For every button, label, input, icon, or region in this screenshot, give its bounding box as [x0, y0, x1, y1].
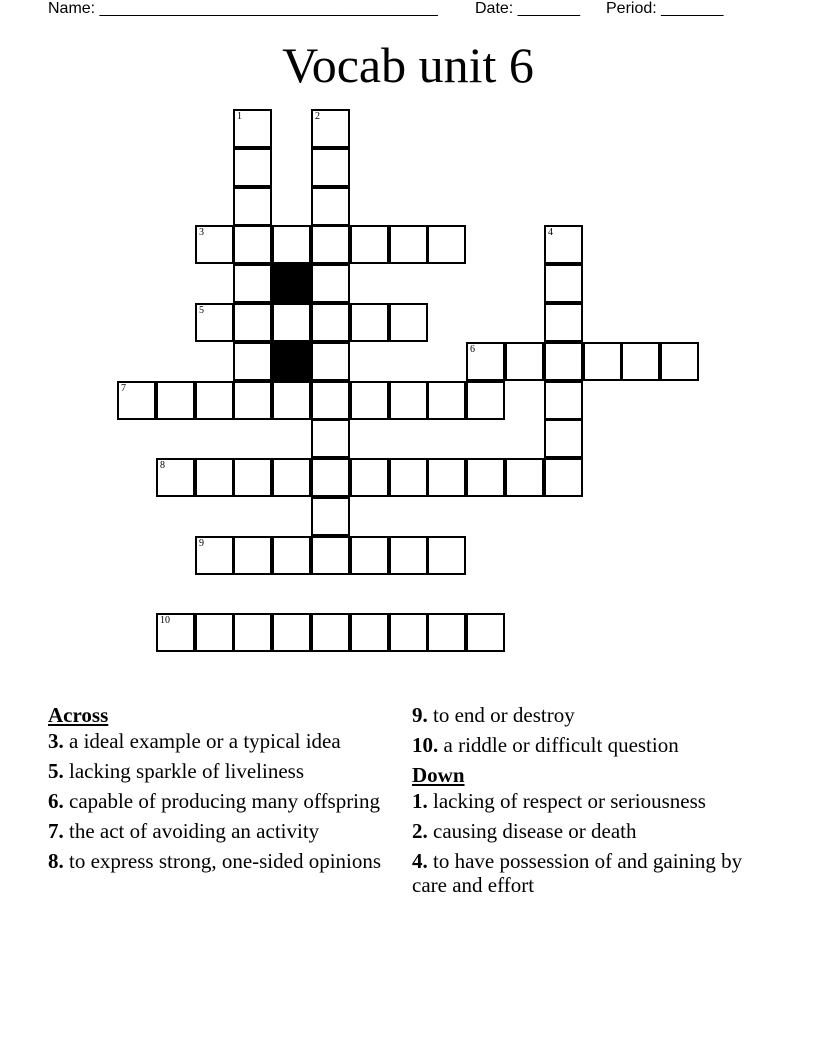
- across-heading: Across: [48, 703, 109, 727]
- clue-number-label: 6: [470, 344, 475, 355]
- clue-number-label: 3: [199, 227, 204, 238]
- clue-text: a riddle or difficult question: [438, 733, 679, 757]
- clue-text: lacking of respect or seriousness: [427, 789, 706, 813]
- crossword-cell[interactable]: [427, 613, 466, 652]
- clue-number: 9.: [412, 703, 428, 727]
- crossword-cell[interactable]: [156, 613, 195, 652]
- crossword-cell[interactable]: [466, 381, 505, 420]
- crossword-cell[interactable]: [233, 264, 272, 303]
- crossword-cell[interactable]: [311, 264, 350, 303]
- clue-number: 3.: [48, 729, 64, 753]
- crossword-cell[interactable]: [350, 613, 389, 652]
- clue-number-label: 1: [237, 111, 242, 122]
- down-heading: Down: [412, 763, 465, 787]
- clue-number-label: 8: [160, 460, 165, 471]
- clue-number-label: 4: [548, 227, 553, 238]
- clue-number-label: 9: [199, 538, 204, 549]
- clue-text: to express strong, one-sided opinions: [63, 849, 382, 873]
- crossword-cell[interactable]: [311, 536, 350, 575]
- crossword-cell[interactable]: [195, 303, 234, 342]
- crossword-cell[interactable]: [311, 381, 350, 420]
- crossword-cell[interactable]: [156, 458, 195, 497]
- crossword-cell[interactable]: [311, 419, 350, 458]
- clue-number: 5.: [48, 759, 64, 783]
- clue-across-10: [412, 733, 772, 757]
- clue-across-9: [412, 703, 772, 727]
- crossword-cell[interactable]: [621, 342, 660, 381]
- crossword-cell[interactable]: [350, 458, 389, 497]
- crossword-cell[interactable]: [195, 613, 234, 652]
- crossword-cell[interactable]: [427, 536, 466, 575]
- clue-down-2: [412, 819, 772, 843]
- date-field: Date: _______: [475, 0, 580, 17]
- crossword-cell[interactable]: [311, 342, 350, 381]
- crossword-cell[interactable]: [311, 303, 350, 342]
- crossword-cell[interactable]: [427, 225, 466, 264]
- crossword-cell[interactable]: [233, 613, 272, 652]
- crossword-cell[interactable]: [311, 187, 350, 226]
- crossword-cell[interactable]: [544, 458, 583, 497]
- clue-number-label: 2: [315, 111, 320, 122]
- clue-number: 10.: [412, 733, 439, 757]
- clue-across-6: [48, 789, 383, 813]
- clues-column-right: [412, 703, 772, 903]
- crossword-cell[interactable]: [544, 419, 583, 458]
- crossword-cell[interactable]: [311, 497, 350, 536]
- crossword-cell[interactable]: [389, 458, 428, 497]
- clue-text: causing disease or death: [427, 819, 637, 843]
- clues-column-left: [48, 703, 383, 879]
- crossword-cell[interactable]: [505, 342, 544, 381]
- crossword-cell[interactable]: [544, 264, 583, 303]
- black-square: [272, 264, 311, 303]
- crossword-cell[interactable]: [233, 109, 272, 148]
- crossword-cell[interactable]: [350, 303, 389, 342]
- crossword-cell[interactable]: [233, 187, 272, 226]
- clue-number: 4.: [412, 849, 428, 873]
- crossword-cell[interactable]: [233, 381, 272, 420]
- crossword-cell[interactable]: [389, 536, 428, 575]
- crossword-cell[interactable]: [466, 458, 505, 497]
- crossword-cell[interactable]: [272, 613, 311, 652]
- crossword-cell[interactable]: [195, 225, 234, 264]
- clue-text: to end or destroy: [427, 703, 575, 727]
- crossword-cell[interactable]: [272, 303, 311, 342]
- crossword-cell[interactable]: [233, 342, 272, 381]
- crossword-cell[interactable]: [660, 342, 699, 381]
- clue-across-8: [48, 849, 383, 873]
- crossword-cell[interactable]: [466, 613, 505, 652]
- crossword-cell[interactable]: [272, 458, 311, 497]
- crossword-cell[interactable]: [272, 536, 311, 575]
- crossword-cell[interactable]: [544, 381, 583, 420]
- clue-across-5: [48, 759, 383, 783]
- puzzle-title: Vocab unit 6: [282, 37, 534, 93]
- clue-number: 8.: [48, 849, 64, 873]
- clue-text: to have possession of and gaining by care and effort: [412, 849, 743, 897]
- black-square: [272, 342, 311, 381]
- crossword-cell[interactable]: [544, 225, 583, 264]
- crossword-cell[interactable]: [233, 458, 272, 497]
- crossword-cell[interactable]: [311, 109, 350, 148]
- crossword-cell[interactable]: [311, 225, 350, 264]
- clue-number-label: 5: [199, 305, 204, 316]
- crossword-cell[interactable]: [389, 303, 428, 342]
- clue-number: 6.: [48, 789, 64, 813]
- crossword-cell[interactable]: [350, 536, 389, 575]
- period-field: Period: _______: [606, 0, 724, 17]
- crossword-cell[interactable]: [272, 225, 311, 264]
- crossword-cell[interactable]: [389, 225, 428, 264]
- crossword-cell[interactable]: [233, 148, 272, 187]
- clue-number-label: 10: [160, 615, 170, 626]
- crossword-cell[interactable]: [389, 613, 428, 652]
- crossword-cell[interactable]: [466, 342, 505, 381]
- crossword-cell[interactable]: [195, 381, 234, 420]
- crossword-cell[interactable]: [311, 148, 350, 187]
- crossword-cell[interactable]: [117, 381, 156, 420]
- clue-down-1: [412, 789, 772, 813]
- clue-across-3: [48, 729, 383, 753]
- crossword-cell[interactable]: [544, 342, 583, 381]
- crossword-cell[interactable]: [544, 303, 583, 342]
- clue-number: 7.: [48, 819, 64, 843]
- crossword-cell[interactable]: [233, 225, 272, 264]
- clue-text: capable of producing many offspring: [63, 789, 381, 813]
- clue-number: 1.: [412, 789, 428, 813]
- crossword-cell[interactable]: [233, 536, 272, 575]
- crossword-cell[interactable]: [233, 303, 272, 342]
- name-field: Name: ______________________________________: [48, 0, 438, 17]
- crossword-cell[interactable]: [350, 381, 389, 420]
- crossword-cell[interactable]: [389, 381, 428, 420]
- crossword-cell[interactable]: [350, 225, 389, 264]
- clue-text: the act of avoiding an activity: [63, 819, 320, 843]
- crossword-cell[interactable]: [195, 458, 234, 497]
- clue-across-7: [48, 819, 383, 843]
- crossword-cell[interactable]: [272, 381, 311, 420]
- crossword-cell[interactable]: [311, 613, 350, 652]
- clue-number-label: 7: [121, 383, 126, 394]
- crossword-cell[interactable]: [427, 458, 466, 497]
- crossword-cell[interactable]: [311, 458, 350, 497]
- crossword-cell[interactable]: [583, 342, 622, 381]
- crossword-cell[interactable]: [156, 381, 195, 420]
- clue-number: 2.: [412, 819, 428, 843]
- clue-text: a ideal example or a typical idea: [63, 729, 341, 753]
- clue-text: lacking sparkle of liveliness: [63, 759, 305, 783]
- clue-down-4: [412, 849, 772, 897]
- crossword-cell[interactable]: [427, 381, 466, 420]
- crossword-cell[interactable]: [195, 536, 234, 575]
- crossword-cell[interactable]: [505, 458, 544, 497]
